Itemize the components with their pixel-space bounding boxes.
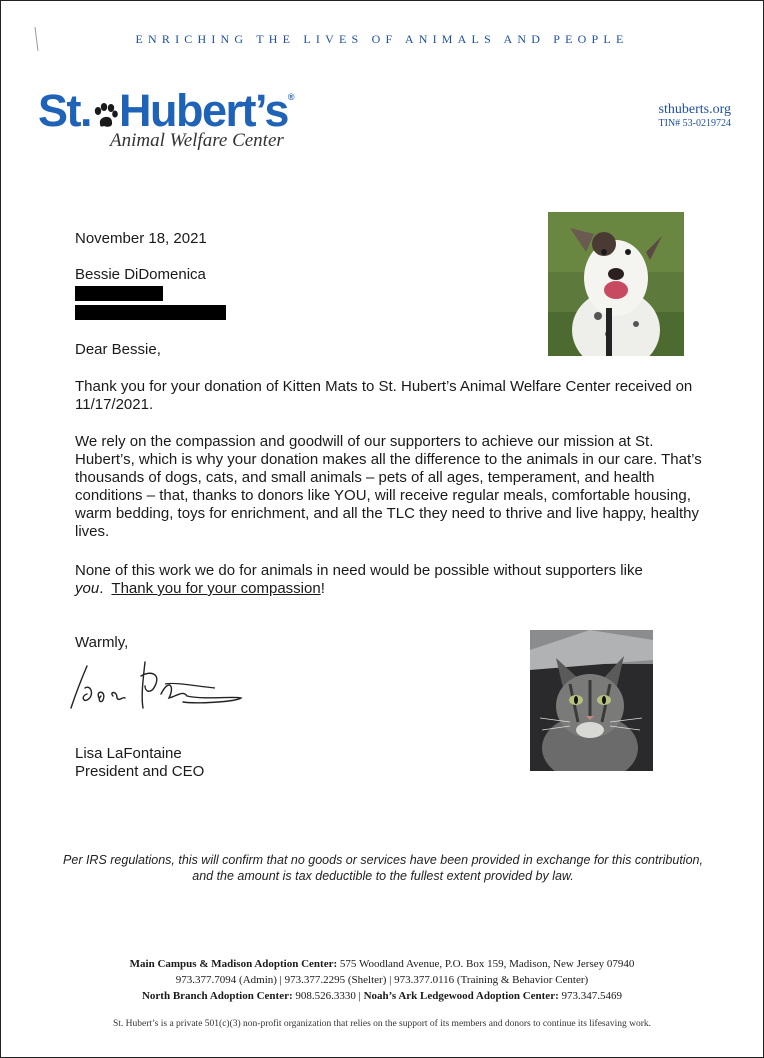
logo-part2: Hubert’s	[119, 85, 288, 136]
paragraph-1: Thank you for your donation of Kitten Mats to St. Hubert’s Animal Welfare Center received on 11/17/2021.	[75, 378, 693, 413]
paragraph-3	[75, 562, 715, 598]
signer-name: Lisa LaFontaine	[75, 745, 182, 762]
paragraph-2: We rely on the compassion and goodwill of our supporters to achieve our mission at St. Hubert’s, which is why your donation makes all the difference to the animals in our care. That’s thousands of dogs, cats, and small animals – pets of all ages, temperament, and health conditions – that, thanks to donors like YOU, will receive regular meals, comfortable housing, warm bedding, toys for enrichment, and all the TLC they need to thrive and live happy, healthy lives.	[75, 433, 702, 540]
logo-part1: St.	[38, 85, 92, 136]
paw-icon	[92, 102, 118, 130]
main-campus-label: Main Campus & Madison Adoption Center:	[129, 958, 338, 970]
paragraph-3-mid: .	[99, 580, 112, 597]
footer-phones: 973.377.7094 (Admin) | 973.377.2295 (Shelter) | 973.377.0116 (Training & Behavior Center)	[175, 974, 589, 986]
letter-date: November 18, 2021	[75, 230, 207, 247]
greeting: Dear Bessie,	[75, 341, 161, 358]
st-huberts-logo	[38, 75, 295, 152]
recipient-name: Bessie DiDomenica	[75, 266, 206, 283]
org-contact	[659, 102, 732, 129]
tin-number: TIN# 53-0219724	[658, 118, 731, 129]
north-branch-phone: 908.526.3330	[295, 990, 356, 1002]
tagline: ENRICHING THE LIVES OF ANIMALS AND PEOPLE	[135, 32, 629, 46]
logo-wordmark	[38, 75, 295, 136]
irs-notice: Per IRS regulations, this will confirm that no goods or services have been provided in exchange for this contribution, and the amount is tax deductible to the fullest extent provided by law.	[63, 853, 703, 883]
signer-title: President and CEO	[75, 763, 205, 780]
registered-mark: ®	[287, 92, 295, 102]
footer-branches	[1, 988, 763, 1004]
signature	[65, 656, 255, 716]
cat-photo	[530, 630, 653, 771]
redacted-address-line-1	[75, 286, 163, 301]
footer-addresses	[1, 956, 763, 1004]
paragraph-3-end: !	[320, 580, 325, 597]
noahs-ark-label: Noah’s Ark Ledgewood Adoption Center:	[363, 990, 559, 1002]
nonprofit-statement: St. Hubert’s is a private 501(c)(3) non-profit organization that relies on the support of its members and donors to continue its lifesaving work.	[112, 1019, 652, 1029]
footer-main-campus	[1, 956, 763, 972]
logo-subtitle: Animal Welfare Center	[110, 130, 284, 151]
website-link[interactable]: sthuberts.org	[658, 102, 731, 117]
branch-separator: |	[355, 990, 364, 1002]
paragraph-3-start: None of this work we do for animals in need would be possible without supporters like	[75, 562, 643, 579]
paragraph-3-emphasis: you	[75, 580, 100, 597]
noahs-ark-phone: 973.347.5469	[561, 990, 622, 1002]
closing: Warmly,	[75, 634, 129, 651]
north-branch-label: North Branch Adoption Center:	[141, 990, 293, 1002]
main-campus-address: 575 Woodland Avenue, P.O. Box 159, Madison, New Jersey 07940	[339, 958, 635, 970]
thank-you-underlined: Thank you for your compassion	[111, 580, 321, 597]
redacted-address-line-2	[75, 305, 226, 320]
